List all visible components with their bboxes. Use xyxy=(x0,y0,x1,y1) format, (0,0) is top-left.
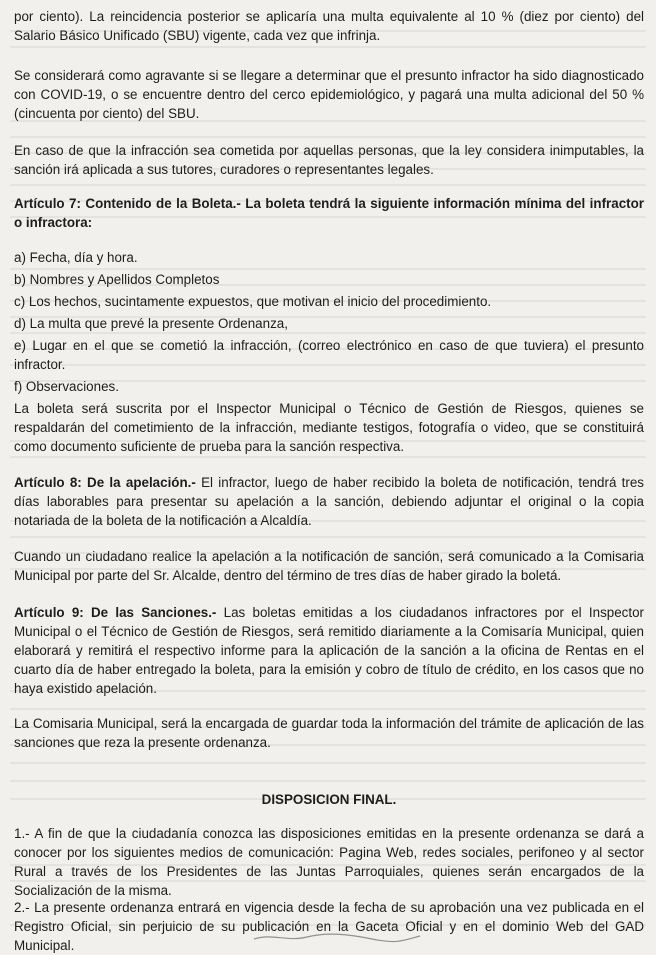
paragraph-aggravating-factor: Se considerará como agravante si se llegare a determinar que el presunto infractor ha sido diagnosticado con COVID-19, o se encuentre dentro del cerco epidemiológico, y pagará una multa adicional del 50 % (cincuenta por ciento) del SBU. xyxy=(14,68,644,121)
final-item-1: 1.- A fin de que la ciudadanía conozca las disposiciones emitidas en la presente ordenanza se dará a conocer por los siguientes medios de comunicación: Pagina Web, redes sociales, perifoneo y al sector Rural a través de los Presidentes de las Juntas Parroquiales, quienes serán encargados de la Socialización de la misma. xyxy=(14,826,644,898)
article-8-paragraph xyxy=(14,473,644,530)
list-item: e) Lugar en el que se cometió la infracción, (correo electrónico en caso de que tuviera) el presunto infractor. xyxy=(14,338,644,372)
article-9-paragraph xyxy=(14,603,644,698)
list-item: f) Observaciones. xyxy=(14,379,119,394)
final-disposition-title: DISPOSICION FINAL. xyxy=(261,792,397,807)
list-item: a) Fecha, día y hora. xyxy=(14,250,138,265)
article-7-list xyxy=(14,248,644,399)
list-item: c) Los hechos, sucintamente expuestos, que motivan el inicio del procedimiento. xyxy=(14,294,492,309)
article-9-body: Las boletas emitidas a los ciudadanos infractores por el Inspector Municipal o el Técnico de Gestión de Riesgos, será remitido diariamente a la Comisaría Municipal, quien elaborará y remitirá el respectivo informe para la aplicación de la sanción a la oficina de Rentas en el cuarto día de haber entregado la boleta, para la emisión y cobro de título de crédito, en los casos que no haya existido apelación. xyxy=(14,605,644,696)
article-9-second-paragraph: La Comisaria Municipal, será la encargada de guardar toda la información del trámite de aplicación de las sanciones que reza la presente ordenanza. xyxy=(14,716,644,750)
list-item: d) La multa que prevé la presente Ordenanza, xyxy=(14,316,288,331)
paragraph-unimputable-persons: En caso de que la infracción sea cometida por aquellas personas, que la ley considera inimputables, la sanción irá aplicada a sus tutores, curadores o representantes legales. xyxy=(14,143,644,177)
article-7-closing-paragraph: La boleta será suscrita por el Inspector Municipal o Técnico de Gestión de Riesgos, quienes se respaldarán del cometimiento de la infracción, mediante testigos, fotografía o video, que se constituirá como documento suficiente de prueba para la sanción respectiva. xyxy=(14,401,644,454)
list-item: b) Nombres y Apellidos Completos xyxy=(14,272,220,287)
article-9-heading: Artículo 9: De las Sanciones.- xyxy=(14,605,217,620)
article-8-second-paragraph: Cuando un ciudadano realice la apelación a la notificación de sanción, será comunicado a la Comisaria Municipal por parte del Sr. Alcalde, dentro del término de tres días de haber girado la boletá. xyxy=(14,549,644,583)
article-7-heading: Artículo 7: Contenido de la Boleta.- La boleta tendrá la siguiente información mínima del infractor o infractora: xyxy=(14,196,644,230)
article-8-body: El infractor, luego de haber recibido la boleta de notificación, tendrá tres días laborables para presentar su apelación a la sanción, debiendo adjuntar el original o la copia notariada de la boleta de la notificación a Alcaldía. xyxy=(14,475,644,528)
final-item-2: 2.- La presente ordenanza entrará en vigencia desde la fecha de su aprobación una vez publicada en el Registro Oficial, sin perjuicio de su publicación en la Gaceta Oficial y en el dominio Web del GAD Municipal. xyxy=(14,900,644,953)
handwritten-mark-icon xyxy=(252,930,422,944)
paragraph-fine-continuation: por ciento). La reincidencia posterior se aplicaría una multa equivalente al 10 % (diez por ciento) del Salario Básico Unificado (SBU) vigente, cada vez que infrinja. xyxy=(14,9,644,43)
article-8-heading: Artículo 8: De la apelación.- xyxy=(14,475,196,490)
